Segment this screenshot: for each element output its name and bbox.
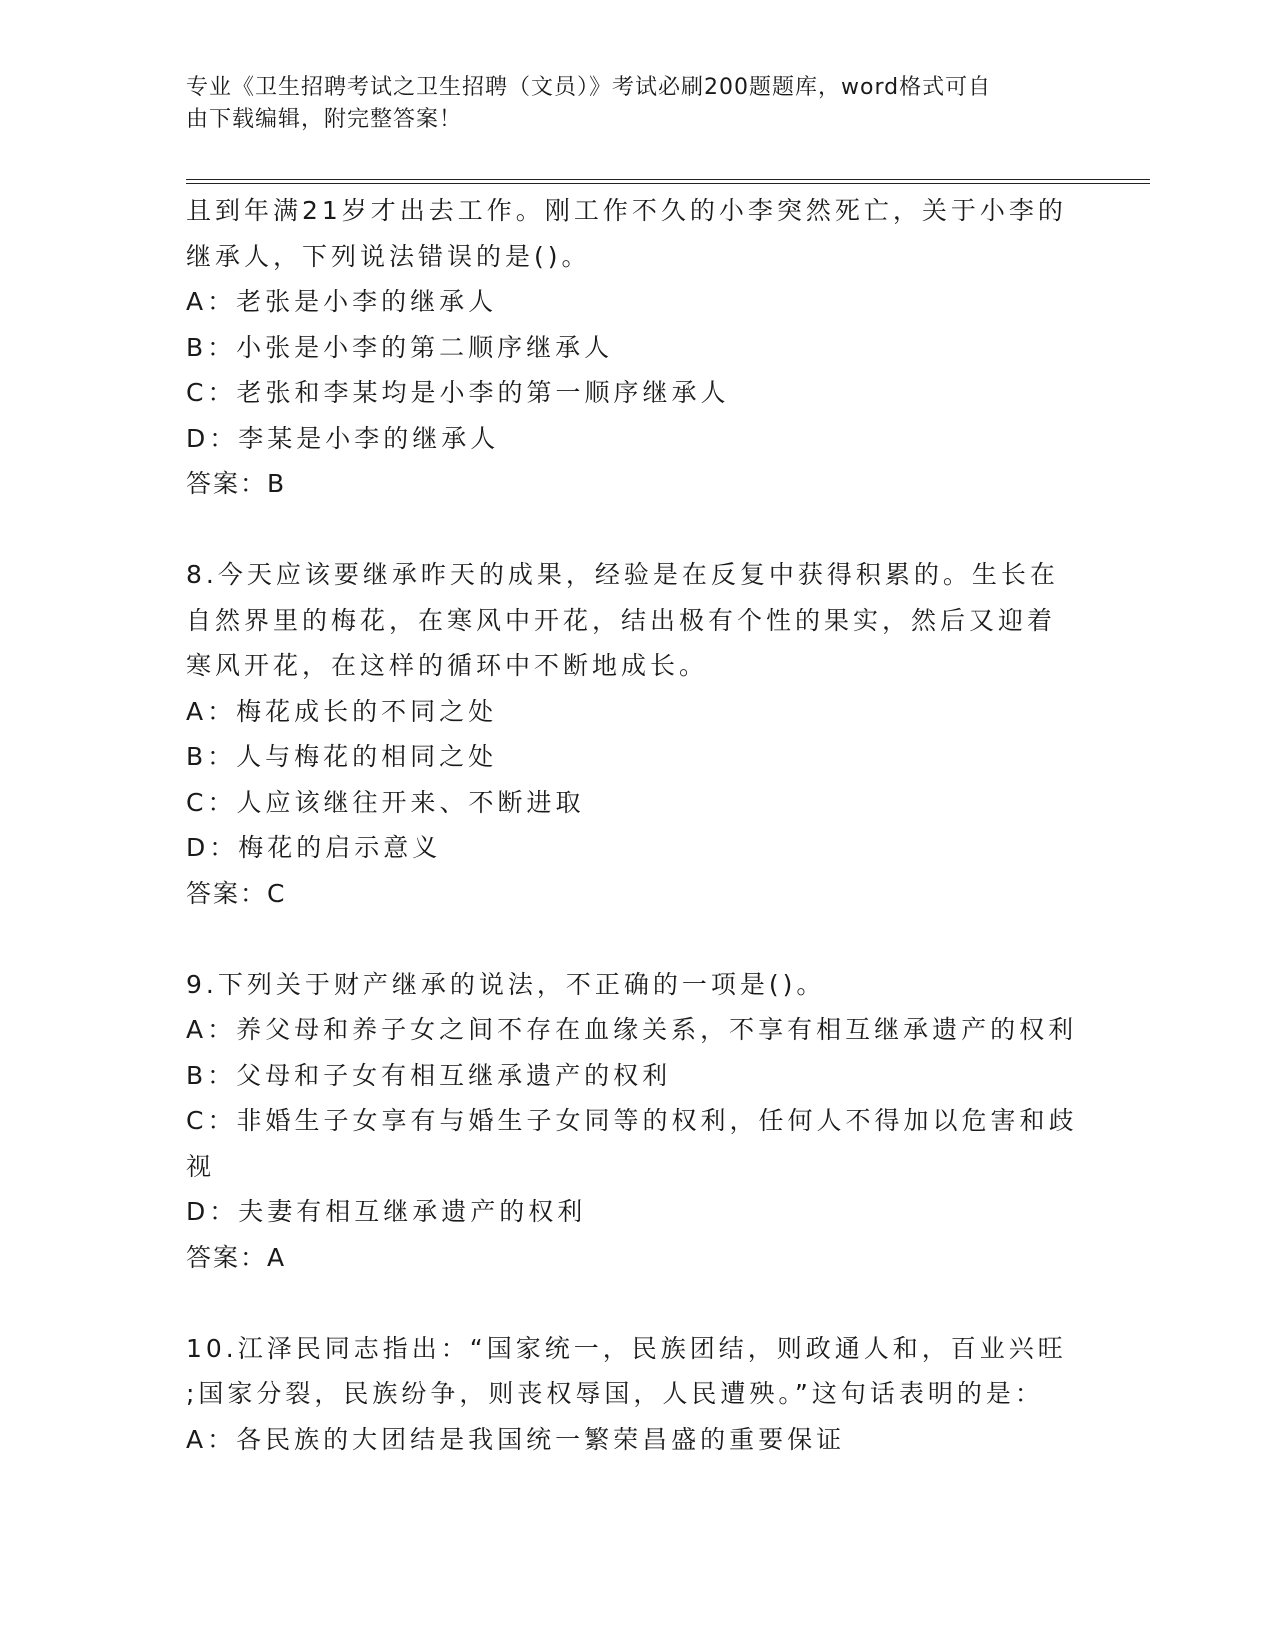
option-d: D：李某是小李的继承人 [186,423,500,453]
option-c: C：人应该继往开来、不断进取 [186,787,585,817]
answer-line: 答案：B [186,469,287,498]
question-8 [186,552,1076,916]
option-a: A：养父母和养子女之间不存在血缘关系，不享有相互继承遗产的权利 [186,1015,1078,1044]
option-d: D：梅花的启示意义 [186,833,442,862]
option-b: B：人与梅花的相同之处 [186,742,498,771]
header-line-2: 由下载编辑，附完整答案！ [186,107,463,132]
question-spacer [186,507,1076,553]
question-stem-line: 且到年满21岁才出去工作。刚工作不久的小李突然死亡，关于小李的 [186,196,1067,225]
question-stem-line: 寒风开花，在这样的循环中不断地成长。 [186,651,709,680]
question-stem-line: 8.今天应该要继承昨天的成果，经验是在反复中获得积累的。生长在 [186,560,1059,589]
question-spacer [186,916,1076,962]
document-header [186,72,1066,136]
question-spacer [186,1280,1076,1326]
question-stem-line: 9.下列关于财产继承的说法，不正确的一项是()。 [186,969,826,999]
answer-line: 答案：C [186,878,287,908]
question-stem-line: 继承人，下列说法错误的是()。 [186,241,591,271]
option-c: C：老张和李某均是小李的第一顺序继承人 [186,378,730,407]
question-stem-line: 自然界里的梅花，在寒风中开花，结出极有个性的果实，然后又迎着 [186,605,1057,635]
answer-line: 答案：A [186,1242,287,1272]
option-c-continued: 视 [186,1151,216,1181]
option-a: A：老张是小李的继承人 [186,287,498,316]
option-b: B：小张是小李的第二顺序继承人 [186,332,614,362]
question-10 [186,1326,1076,1463]
option-c: C：非婚生子女享有与婚生子女同等的权利，任何人不得加以危害和歧 [186,1106,1078,1135]
header-line-1: 专业《卫生招聘考试之卫生招聘（文员）》考试必刷200题题库，word格式可自 [186,75,992,100]
question-7-continued [186,188,1076,507]
question-list [186,188,1076,1462]
option-d: D：夫妻有相互继承遗产的权利 [186,1197,587,1226]
option-a: A：梅花成长的不同之处 [186,696,498,726]
option-a: A：各民族的大团结是我国统一繁荣昌盛的重要保证 [186,1424,846,1454]
question-stem-line: 10.江泽民同志指出：“国家统一，民族团结，则政通人和，百业兴旺 [186,1333,1067,1363]
header-rule-bottom [186,183,1150,184]
option-b: B：父母和子女有相互继承遗产的权利 [186,1060,672,1090]
question-9 [186,962,1076,1281]
header-rule-top [186,179,1150,180]
question-stem-line: ;国家分裂，民族纷争，则丧权辱国，人民遭殃。”这句话表明的是： [186,1379,1044,1408]
